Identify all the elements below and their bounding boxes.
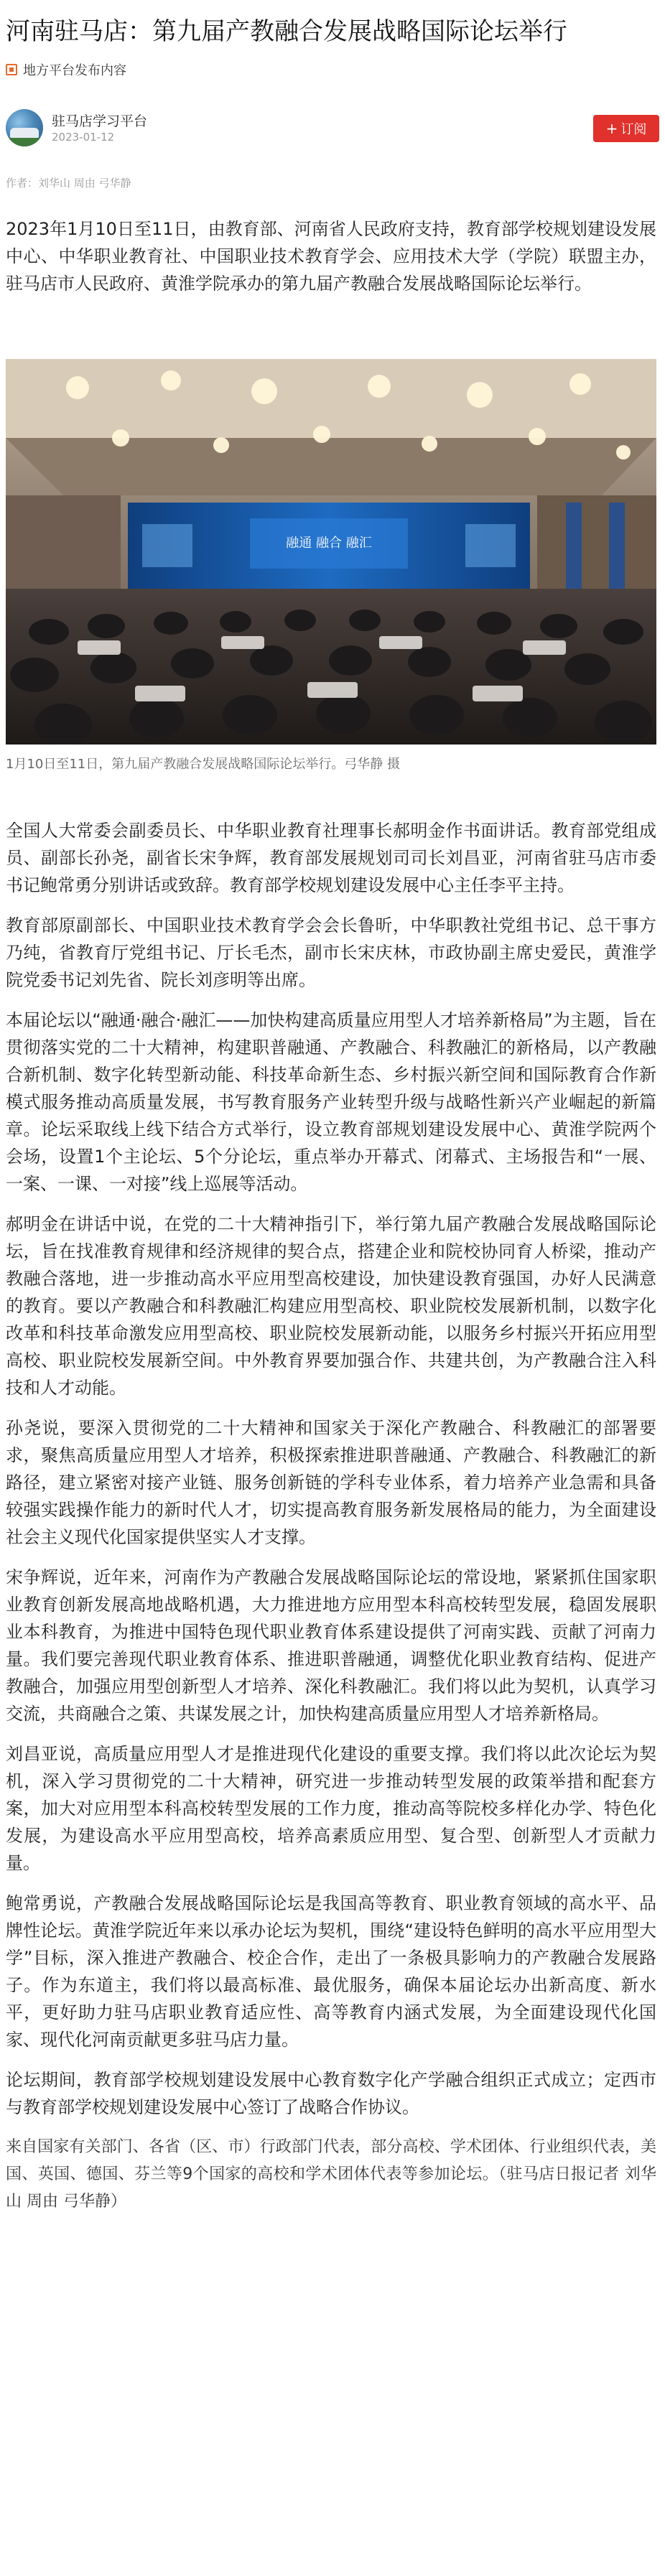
publish-tag	[6, 60, 126, 79]
article-photo	[6, 359, 656, 745]
paragraph: 刘昌亚说，高质量应用型人才是推进现代化建设的重要支撑。我们将以此次论坛为契机，深入学习贯彻党的二十大精神，研究进一步推动转型发展的政策举措和配套方案，加大对应用型本科高校转型发展的工作力度，推动高等院校多样化办学、特色化发展，为建设高水平应用型高校，培养高素质应用型、复合型、创新型人才贡献力量。	[6, 1744, 656, 1873]
paragraph: 本届论坛以“融通·融合·融汇——加快构建高质量应用型人才培养新格局”为主题，旨在贯彻落实党的二十大精神，构建职普融通、产教融合、科教融汇的新格局，以产教融合新机制、数字化转型新动能、科技革命新生态、乡村振兴新空间和国际教育合作新模式服务推动高质量发展，书写教育服务产业转型升级与战略性新兴产业崛起的新篇章。论坛采取线上线下结合方式举行，设立教育部规划建设发展中心、黄淮学院两个会场，设置1个主论坛、5个分论坛，重点举办开幕式、闭幕式、主场报告和“一展、一案、一课、一对接”线上巡展等活动。	[6, 1010, 656, 1194]
paragraph: 2023年1月10日至11日，由教育部、河南省人民政府支持，教育部学校规划建设发展中心、中华职业教育社、中国职业技术教育学会、应用技术大学（学院）联盟主办，驻马店市人民政府、黄淮学院承办的第九届产教融合发展战略国际论坛举行。	[6, 219, 656, 294]
paragraph: 全国人大常委会副委员长、中华职业教育社理事长郝明金作书面讲话。教育部党组成员、副部长孙尧，副省长宋争辉，教育部发展规划司司长刘昌亚，河南省驻马店市委书记鲍常勇分别讲话或致辞。教育部学校规划建设发展中心主任李平主持。	[6, 821, 656, 895]
image-caption: 1月10日至11日，第九届产教融合发展战略国际论坛举行。弓华静 摄	[6, 757, 400, 772]
subscribe-button[interactable]	[593, 115, 659, 142]
paragraph: 孙尧说，要深入贯彻党的二十大精神和国家关于深化产教融合、科教融汇的部署要求，聚焦高质量应用型人才培养，积极探索推进职普融通、产教融合、科教融汇的新路径，建立紧密对接产业链、服务创新链的学科专业体系，着力培养产业急需和具备较强实践操作能力的新时代人才，切实提高教育服务新发展格局的能力，为全面建设社会主义现代化国家提供坚实人才支撑。	[6, 1418, 656, 1547]
paragraph: 郝明金在讲话中说，在党的二十大精神指引下，举行第九届产教融合发展战略国际论坛，旨在找准教育规律和经济规律的契合点，搭建企业和院校协同育人桥梁，推动产教融合落地，进一步推动高水平应用型高校建设，加快建设教育强国，办好人民满意的教育。要以产教融合和科教融汇构建应用型高校、职业院校发展新机制，以数字化改革和科技革命激发应用型高校、职业院校发展新动能，以服务乡村振兴开拓应用型高校、职业院校发展新空间。中外教育界要加强合作、共建共创，为产教融合注入科技和人才动能。	[6, 1214, 656, 1398]
publish-icon	[6, 64, 17, 75]
subscribe-label: 订阅	[620, 122, 647, 137]
authors-line: 作者：刘华山 周由 弓华静	[6, 177, 131, 190]
paragraph: 教育部原副部长、中国职业技术教育学会会长鲁昕，中华职教社党组书记、总干事方乃纯，省教育厅党组书记、厅长毛杰，副市长宋庆林，市政协副主席史爱民，黄淮学院党委书记刘先省、院长刘彦明等出席。	[6, 915, 656, 990]
account-row	[6, 108, 659, 148]
plus-icon: +	[605, 120, 618, 137]
paragraph: 论坛期间，教育部学校规划建设发展中心教育数字化产学融合组织正式成立；定西市与教育部学校规划建设发展中心签订了战略合作协议。	[6, 2070, 656, 2117]
source-note: 来自国家有关部门、各省（区、市）行政部门代表，部分高校、学术团体、行业组织代表，美国、英国、德国、芬兰等9个国家的高校和学术团体代表等参加论坛。（驻马店日报记者 刘华山 周由 弓华静）	[6, 2138, 656, 2211]
avatar[interactable]	[6, 109, 43, 146]
paragraph: 宋争辉说，近年来，河南作为产教融合发展战略国际论坛的常设地，紧紧抓住国家职业教育创新发展高地战略机遇，大力推进地方应用型本科高校转型发展，稳固发展职业本科教育，为推进中国特色现代职业教育体系建设提供了河南实践、贡献了河南力量。我们要完善现代职业教育体系、推进职普融通，调整优化职业教育结构、促进产教融合，加强应用型创新型人才培养、深化科教融汇。我们将以此为契机，认真学习交流，共商融合之策、共谋发展之计，加快构建高质量应用型人才培养新格局。	[6, 1567, 656, 1724]
paragraph: 鲍常勇说，产教融合发展战略国际论坛是我国高等教育、职业教育领域的高水平、品牌性论坛。黄淮学院近年来以承办论坛为契机，围绕“建设特色鲜明的高水平应用型大学”目标，深入推进产教融合、校企合作，走出了一条极具影响力的产教融合发展路子。作为东道主，我们将以最高标准、最优服务，确保本届论坛办出新高度、新水平，更好助力驻马店职业教育适应性、高等教育内涵式发展，为全面建设现代化国家、现代化河南贡献更多驻马店力量。	[6, 1893, 656, 2050]
screen-slogan: 融通 融合 融汇	[286, 536, 372, 551]
publish-date: 2023-01-12	[52, 131, 115, 144]
publish-tag-label: 地方平台发布内容	[23, 63, 126, 78]
account-name[interactable]: 驻马店学习平台	[52, 113, 148, 129]
article-title: 河南驻马店：第九届产教融合发展战略国际论坛举行	[6, 17, 567, 46]
